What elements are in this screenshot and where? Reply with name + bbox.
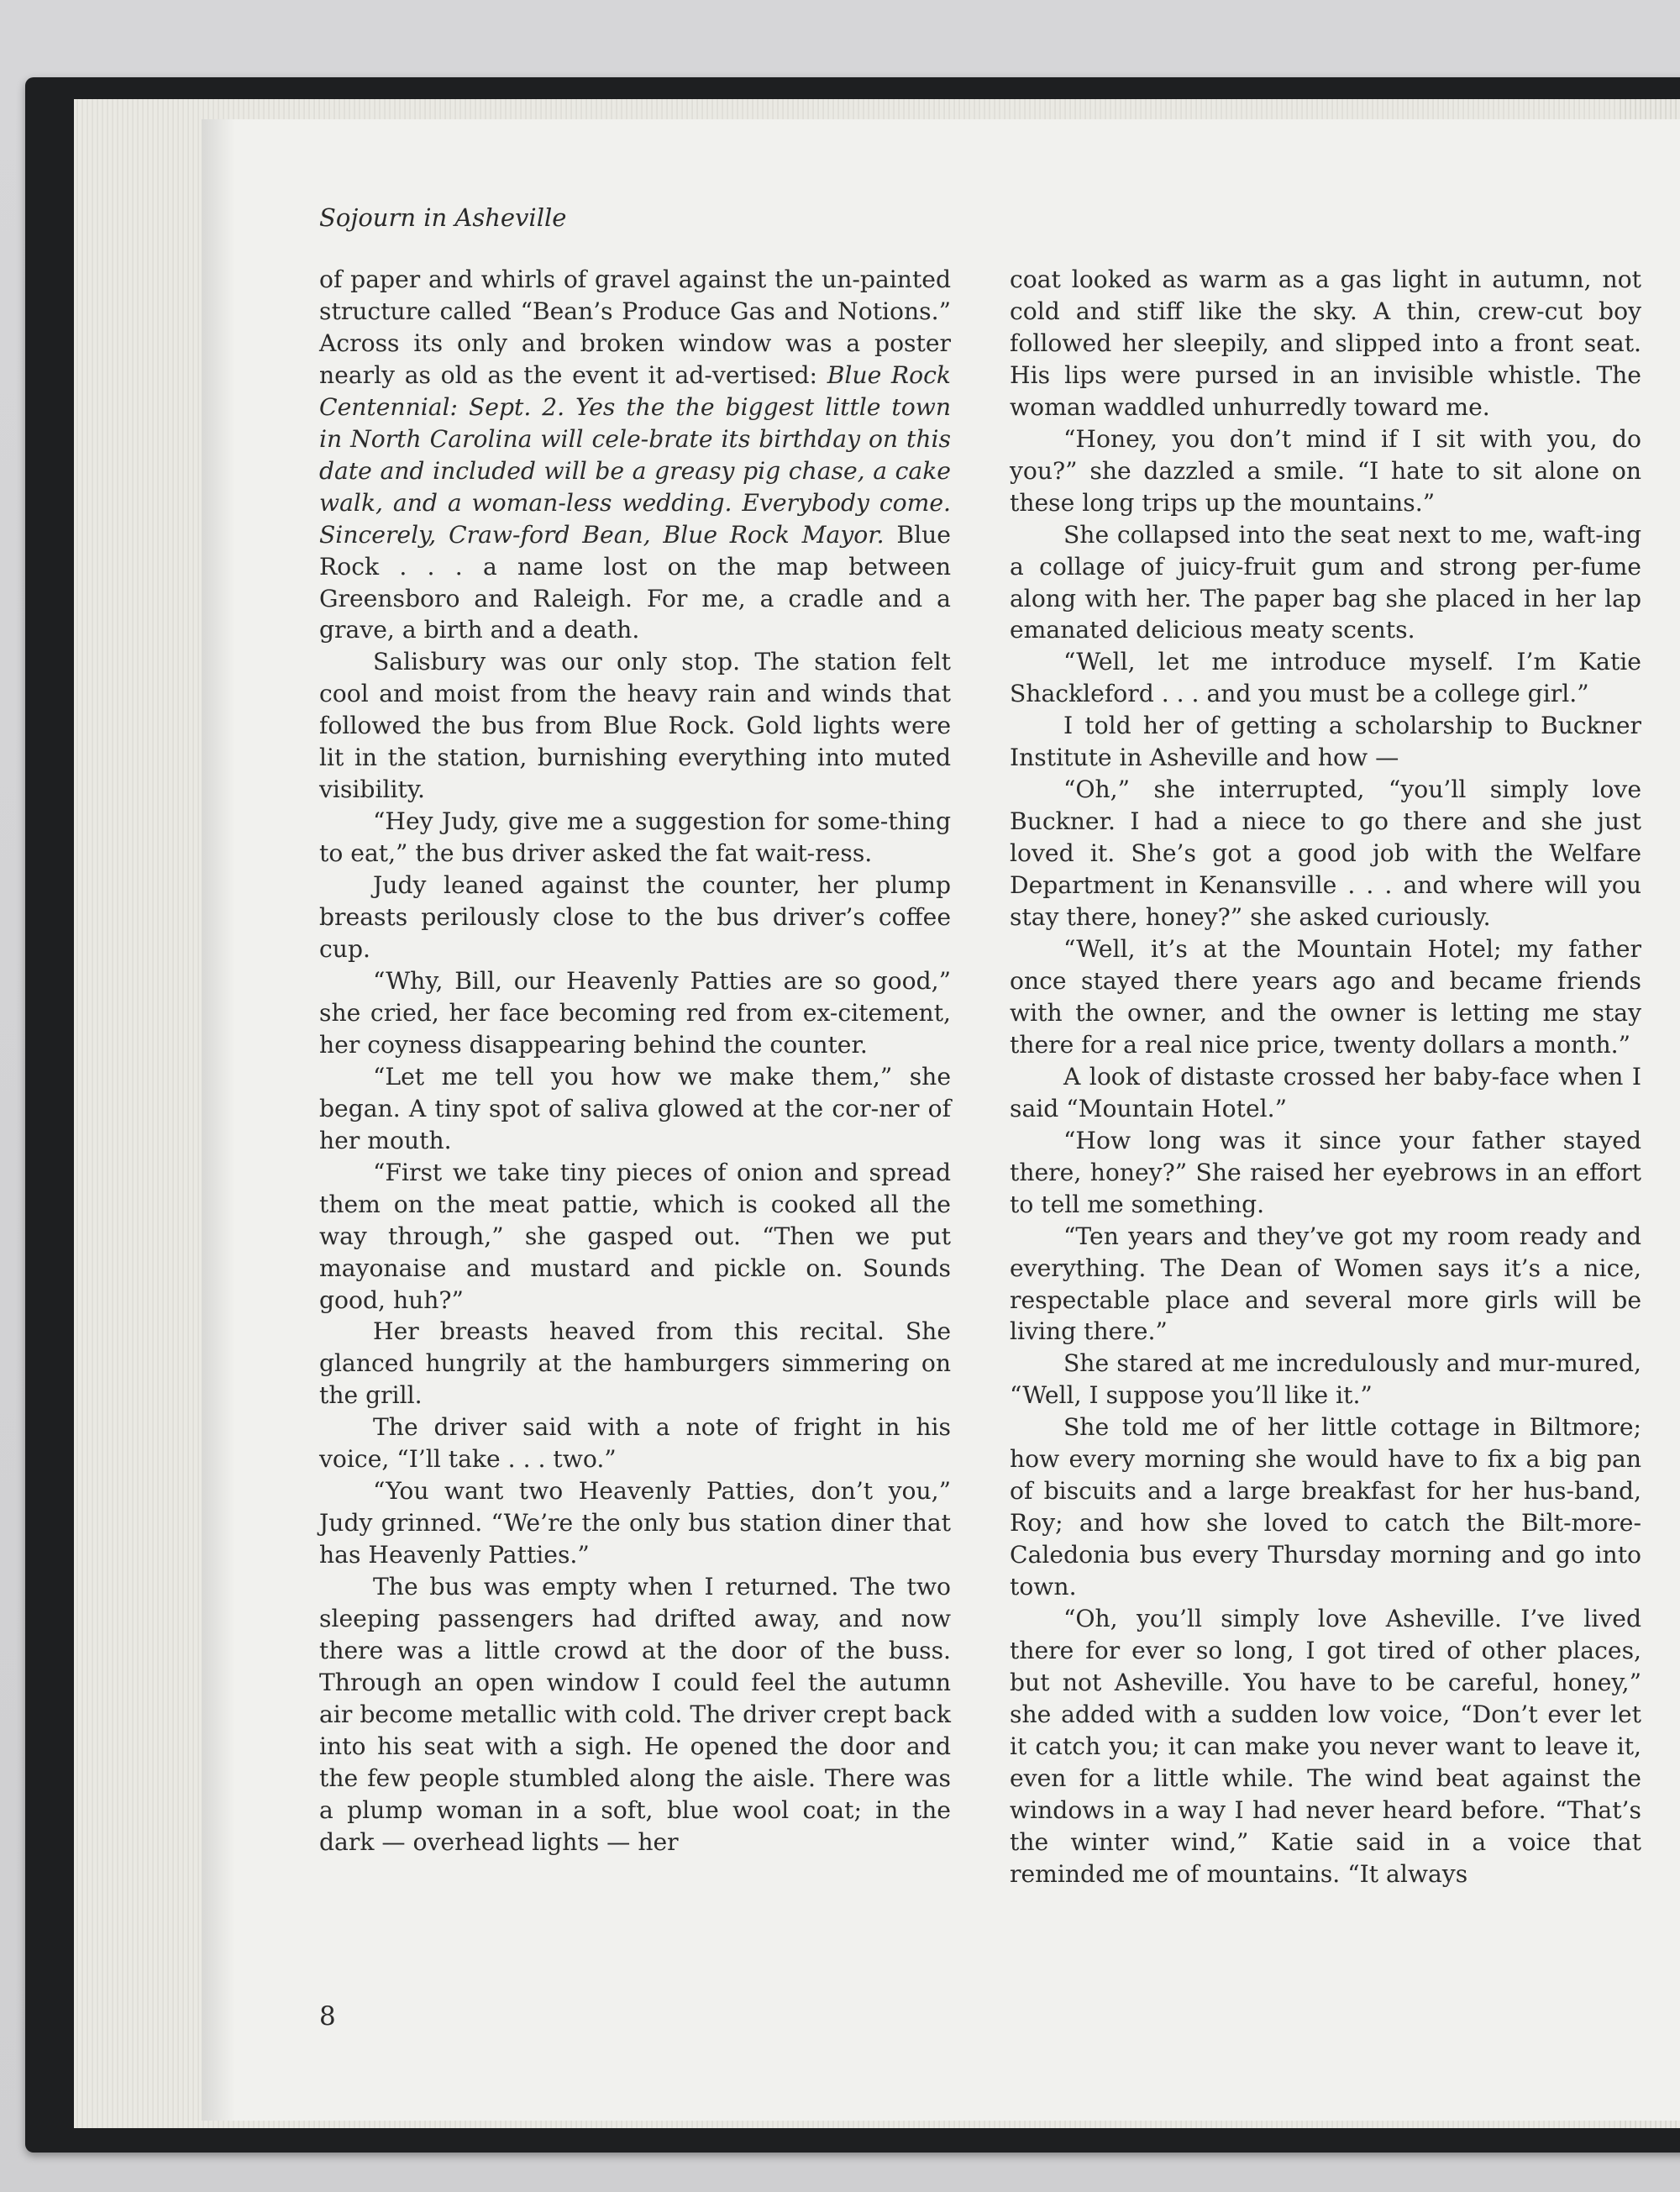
paragraph-italic-text: Blue Rock Centennial: Sept. 2. Yes the the biggest little town in North Carolina will cele-brate its birthday on this date and included will be a greasy pig chase, a cake walk, and a woman-less wedding. Everybody come. Sincerely, Craw-ford Bean, Blue Rock Mayor. [319,360,951,549]
paragraph: “Oh,” she interrupted, “you’ll simply love Buckner. I had a niece to go there and she just loved it. She’s got a good job with the Welfare Department in Kenansville . . . and where will you stay there, honey?” she asked curiously. [1010,775,1641,932]
paragraph: The driver said with a note of fright in his voice, “I’ll take . . . two.” [319,1413,951,1474]
running-head: Sojourn in Asheville [319,203,567,232]
paragraph: “First we take tiny pieces of onion and spread them on the meat pattie, which is cooked all the way through,” she gasped out. “Then we put mayonaise and mustard and pickle on. Sounds good, huh?” [319,1158,951,1314]
paragraph [319,264,951,646]
paragraph: “Oh, you’ll simply love Asheville. I’ve lived there for ever so long, I got tired of other places, but not Asheville. You have to be careful, honey,” she added with a sudden low voice, “Don’t ever let it catch you; it can make you never want to leave it, even for a little while. The wind beat against the windows in a way I had never heard before. “That’s the winter wind,” Katie said in a voice that reminded me of mountains. “It always [1010,1605,1641,1888]
right-column [1010,264,1641,1890]
paragraph: “Why, Bill, our Heavenly Patties are so good,” she cried, her face becoming red from ex-citement, her coyness disappearing behind the counter. [319,966,951,1059]
paragraph: Her breasts heaved from this recital. She glanced hungrily at the hamburgers simmering on the grill. [319,1317,951,1410]
paragraph: The bus was empty when I returned. The two sleeping passengers had drifted away, and now there was a little crowd at the door of the buss. Through an open window I could feel the autumn air become metallic with cold. The driver crept back into his seat with a sigh. He opened the door and the few people stumbled along the aisle. There was a plump woman in a soft, blue wool coat; in the dark — overhead lights — her [319,1573,951,1856]
paragraph: “Hey Judy, give me a suggestion for some-thing to eat,” the bus driver asked the fat wait-ress. [319,807,951,868]
paragraph: She stared at me incredulously and mur-mured, “Well, I suppose you’ll like it.” [1010,1349,1641,1410]
paragraph: “Ten years and they’ve got my room ready and everything. The Dean of Women says it’s a nice, respectable place and several more girls will be living there.” [1010,1222,1641,1346]
paragraph: “Honey, you don’t mind if I sit with you, do you?” she dazzled a smile. “I hate to sit alone on these long trips up the mountains.” [1010,424,1641,517]
paragraph: “Well, let me introduce myself. I’m Katie Shackleford . . . and you must be a college girl.” [1010,648,1641,708]
paragraph: coat looked as warm as a gas light in autumn, not cold and stiff like the sky. A thin, crew-cut boy followed her sleepily, and slipped into a front seat. His lips were pursed in an invisible whistle. The woman waddled unhurredly toward me. [1010,265,1641,421]
page-number: 8 [319,2001,336,2032]
paragraph: “Well, it’s at the Mountain Hotel; my father once stayed there years ago and became friends with the owner, and the owner is letting me stay there for a real nice price, twenty dollars a month.” [1010,935,1641,1059]
paragraph-text: Blue Rock . . . a name lost on the map between Greensboro and Raleigh. For me, a cradle and a grave, a birth and a death. [319,520,951,644]
book-page [202,119,1680,2121]
paragraph: A look of distaste crossed her baby-face when I said “Mountain Hotel.” [1010,1062,1641,1122]
paragraph: She told me of her little cottage in Biltmore; how every morning she would have to fix a big pan of biscuits and a large breakfast for her hus-band, Roy; and how she loved to catch the Bilt-more-Caledonia bus every Thursday morning and go into town. [1010,1413,1641,1601]
paragraph: “Let me tell you how we make them,” she began. A tiny spot of saliva glowed at the cor-ner of her mouth. [319,1062,951,1154]
paragraph: I told her of getting a scholarship to Buckner Institute in Asheville and how — [1010,712,1641,772]
paragraph: Salisbury was our only stop. The station felt cool and moist from the heavy rain and winds that followed the bus from Blue Rock. Gold lights were lit in the station, burnishing everything into muted visibility. [319,648,951,804]
paragraph: “You want two Heavenly Patties, don’t you,” Judy grinned. “We’re the only bus station diner that has Heavenly Patties.” [319,1477,951,1569]
paragraph: She collapsed into the seat next to me, waft-ing a collage of juicy-fruit gum and strong per-fume along with her. The paper bag she placed in her lap emanated delicious meaty scents. [1010,520,1641,644]
left-column [319,264,951,1858]
paragraph: “How long was it since your father stayed there, honey?” She raised her eyebrows in an effort to tell me something. [1010,1126,1641,1218]
paragraph: Judy leaned against the counter, her plump breasts perilously close to the bus driver’s coffee cup. [319,871,951,964]
paragraph-text: of paper and whirls of gravel against the un-painted structure called “Bean’s Produce Gas and Notions.” Across its only and broken window was a poster nearly as old as the event it ad-vertised: [319,265,951,389]
gutter-shadow [202,119,235,2121]
